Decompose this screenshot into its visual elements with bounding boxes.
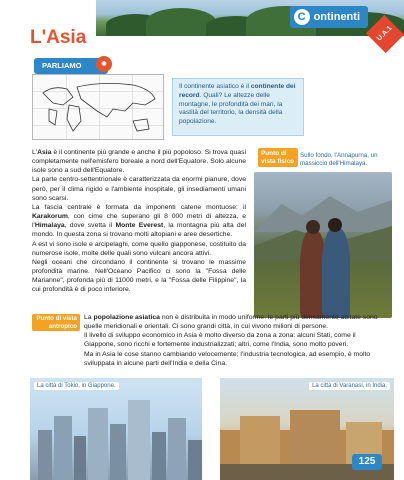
section-tag-label: ontinenti xyxy=(313,11,360,23)
callout-box xyxy=(172,78,304,136)
callout-text-after: . Quali? Le altezze delle montagne, le profondità dei mari, la vastità del territorio, la densità della popolazione. xyxy=(179,91,283,126)
main-paragraph-0-seg-0: L' xyxy=(32,149,38,156)
population-text-seg-0: La xyxy=(84,314,94,321)
asia-map-icon xyxy=(33,75,165,141)
callout-text-bold: continente dei record xyxy=(179,83,296,99)
main-paragraph-2 xyxy=(32,203,246,240)
himalaya-caption: Sullo fondo, l'Annapurna, un massiccio dell'Himalaya. xyxy=(300,152,378,167)
main-paragraph-2-seg-0: La fascia centrale è formata da imponenti catene montuose: il xyxy=(32,203,246,211)
main-paragraph-0-seg-1: Asia xyxy=(37,149,52,156)
main-paragraph-1 xyxy=(32,175,246,202)
main-paragraph-4-seg-0: Negli oceani che circondano il continente si trovano le massime profondità marine. Nell'Oceano Pacifico ci sono la "Fossa delle Marianne", profonda più di 11000 metri, e la "Fossa delle Filippine", la cui profondità è di poco inferiore. xyxy=(32,258,246,294)
varanasi-caption: La città di Varanasi, in India. xyxy=(309,382,390,390)
main-paragraph-0 xyxy=(32,148,246,175)
page-number: 125 xyxy=(352,454,382,470)
parliamo-text: PARLIAMO xyxy=(42,61,82,70)
section-tag xyxy=(290,6,368,28)
main-paragraph-2-seg-4: , dove svetta il xyxy=(64,222,116,230)
main-paragraph xyxy=(32,148,246,295)
parliamo-label xyxy=(34,58,108,74)
main-paragraph-2-seg-1: Karakorum xyxy=(32,213,68,221)
change-text: Ma in Asia le cose stanno cambiando velocemente; l'industria tecnologica, ad esempio, è molto sviluppata in alcune parti dell'India e della Cina. xyxy=(84,350,371,367)
main-paragraph-2-seg-3: Himalaya xyxy=(34,222,65,230)
callout-text-before: Il continente asiatico è il xyxy=(179,83,251,90)
main-paragraph-2-seg-2: , con cime che superano gli 8 000 metri di altezza, e l' xyxy=(32,213,246,230)
himalaya-photo xyxy=(254,172,392,318)
header-banner-photo xyxy=(96,0,404,36)
main-paragraph-3 xyxy=(32,240,246,258)
unit-tag: U.A.1 xyxy=(366,15,404,53)
speech-bubble-icon: ◉ xyxy=(96,56,112,72)
main-paragraph-3-seg-0: A est vi sono isole e arcipelaghi, come quello giapponese, costituito da numerose isole, molte delle quali sono vulcani ancora attivi. xyxy=(32,240,246,257)
main-paragraph-0-seg-2: è il continente più grande e anche il più popoloso. Si trova quasi completamente nell'emisfero boreale a nord dell'Equatore. Solo alcune isole sono a sud dell'Equatore. xyxy=(32,149,246,175)
population-paragraph xyxy=(84,313,386,368)
pov-anthropic-label: Punto di vista antropico xyxy=(32,314,80,331)
pov-physical-label: Punto di vista fisico xyxy=(258,148,298,167)
economy-text: Il livello di sviluppo economico in Asia è molto diverso da zona a zona: alcuni Stati, come il Giappone, sono ricchi e fortemente industrializzati; altri, come l'India, sono molto poveri. xyxy=(84,332,356,349)
population-text-seg-2: non è distribuita in modo uniforme: le parti più densamente abitate sono quelle meridionali e orientali. Ci sono grandi città, in cui vivono milioni di persone. xyxy=(84,314,378,331)
main-paragraph-2-seg-5: Monte Everest xyxy=(115,222,164,230)
page-title: L'Asia xyxy=(30,27,87,48)
main-paragraph-2-seg-6: , la montagna più alta del mondo. In questa zona si trovano molti altopiani e aree desertiche. xyxy=(32,222,246,239)
main-paragraph-1-seg-0: La parte centro-settentrionale è caratterizzata da enormi pianure, dove però, per il clima rigido e l'ambiente inospitale, gli insediamenti umani sono scarsi. xyxy=(32,176,246,202)
tokyo-caption: La città di Tokio, in Giappone. xyxy=(34,382,119,390)
globe-icon: C xyxy=(294,9,310,25)
population-text xyxy=(84,313,386,331)
population-text-seg-1: popolazione asiatica xyxy=(93,314,160,321)
tokyo-photo xyxy=(30,378,202,480)
world-map xyxy=(32,74,164,140)
main-paragraph-4 xyxy=(32,258,246,295)
